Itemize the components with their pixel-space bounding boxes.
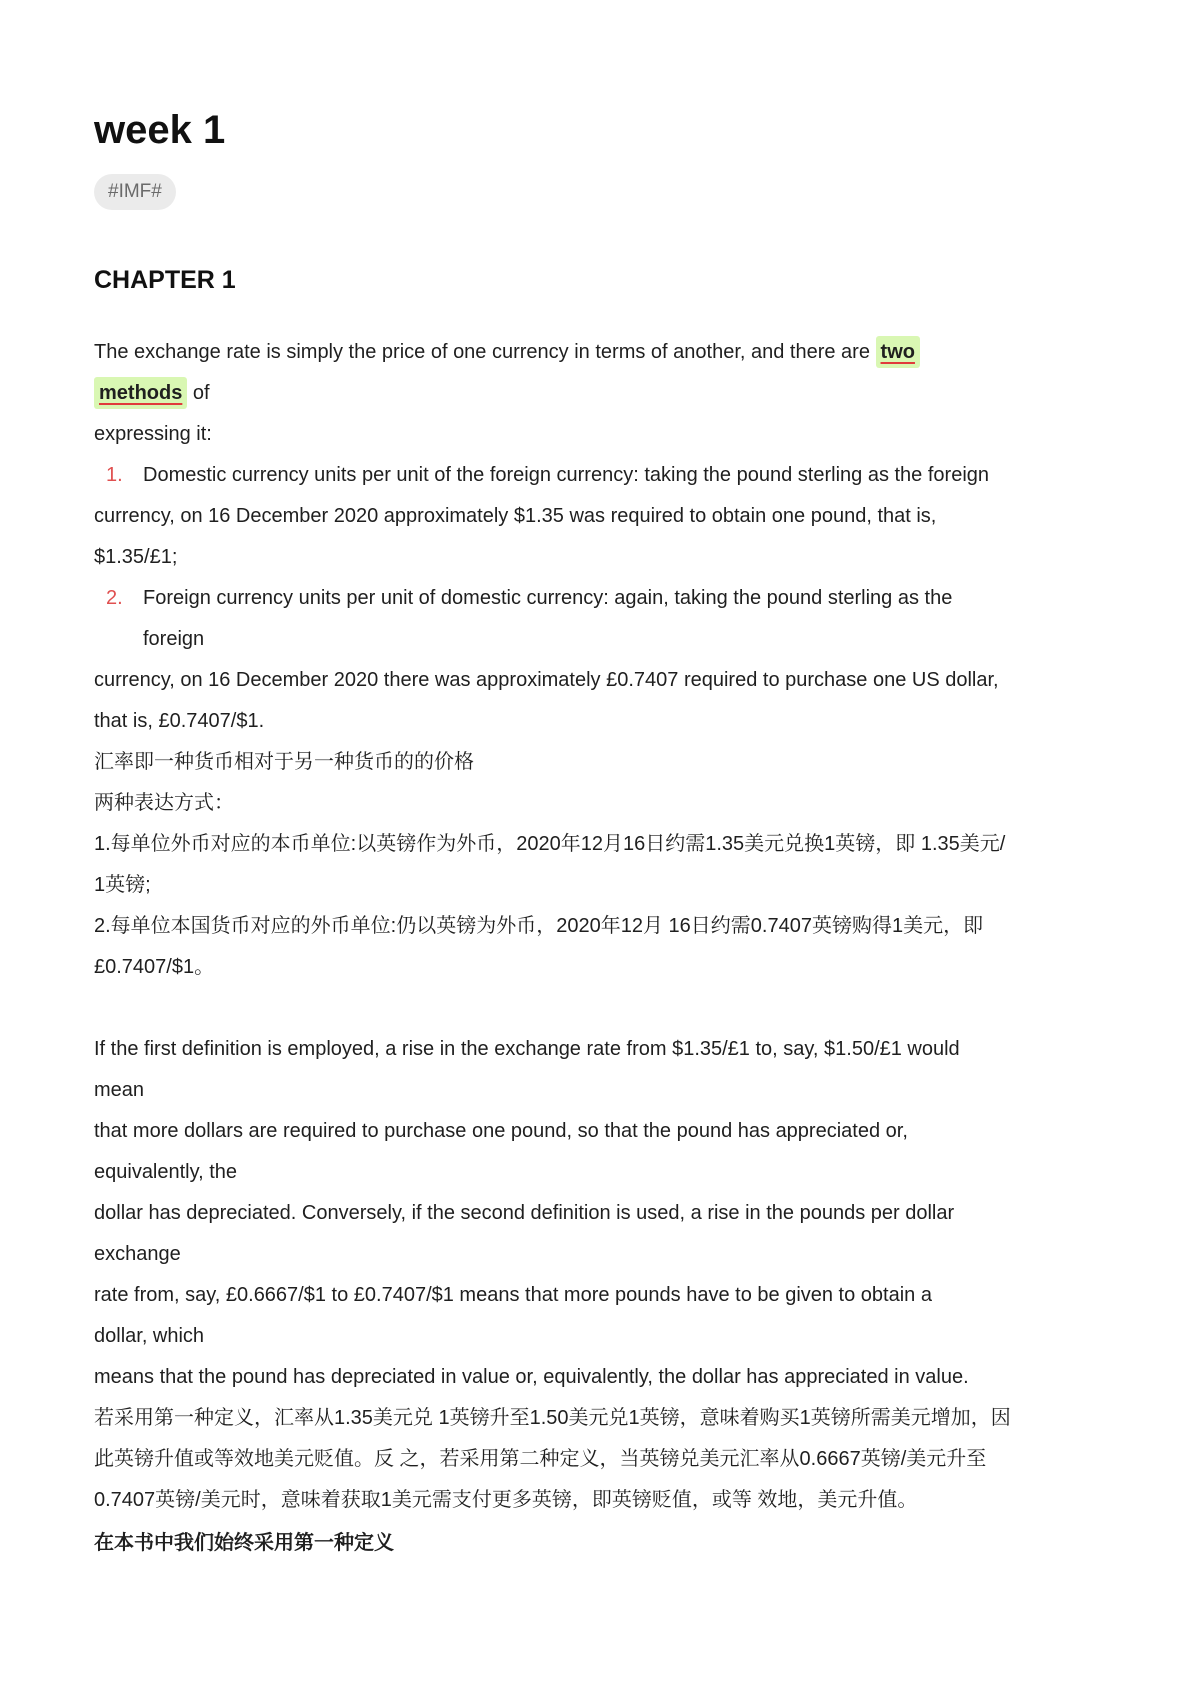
tag-chip[interactable]: #IMF# (94, 174, 176, 210)
paragraph-line: mean (94, 1079, 145, 1101)
list-item-continuation: $1.35/£1; (94, 546, 178, 568)
closing-bold-statement: 在本书中我们始终采用第一种定义 (94, 1532, 394, 1554)
document-title: week 1 (94, 108, 226, 152)
paragraph-line: If the first definition is employed, a rise in the exchange rate from $1.35/£1 to, say, $1.50/£1 would (94, 1038, 960, 1060)
highlighted-word-methods: methods (94, 377, 187, 409)
chapter-heading: CHAPTER 1 (94, 266, 236, 294)
chinese-line: 此英镑升值或等效地美元贬值。反 之，若采用第二种定义，当英镑兑美元汇率从0.6667英镑/美元升至 (94, 1448, 987, 1470)
blank-line (94, 988, 1106, 1029)
chinese-line: 1.每单位外币对应的本币单位:以英镑作为外币，2020年12月16日约需1.35美元兑换1英镑，即 1.35美元/ (94, 833, 1006, 855)
list-item-text: Domestic currency units per unit of the foreign currency: taking the pound sterling as the foreign (143, 464, 990, 486)
intro-text-after: of (192, 382, 210, 404)
list-item-continuation: currency, on 16 December 2020 approximately $1.35 was required to obtain one pound, that is, (94, 505, 937, 527)
list-number: 1. (106, 464, 123, 486)
chinese-line: 2.每单位本国货币对应的外币单位:仍以英镑为外币，2020年12月 16日约需0.7407英镑购得1美元，即 (94, 915, 984, 937)
list-item (94, 578, 1106, 619)
intro-text: The exchange rate is simply the price of one currency in terms of another, and there are (94, 341, 870, 363)
chinese-line: 1英镑; (94, 874, 151, 896)
list-item-text: foreign (143, 628, 205, 650)
list-item-continuation: currency, on 16 December 2020 there was approximately £0.7407 required to purchase one US dollar, (94, 669, 999, 691)
chinese-line: 0.7407英镑/美元时，意味着获取1美元需支付更多英镑，即英镑贬值，或等 效地，美元升值。 (94, 1489, 918, 1511)
paragraph-line: rate from, say, £0.6667/$1 to £0.7407/$1 means that more pounds have to be given to obtain a (94, 1284, 932, 1306)
chinese-line: 两种表达方式： (94, 792, 234, 814)
list-number: 2. (106, 587, 123, 609)
intro-line-1 (94, 332, 1106, 373)
paragraph-line: equivalently, the (94, 1161, 238, 1183)
highlighted-word-two: two (876, 336, 920, 368)
chinese-line: 汇率即一种货币相对于另一种货币的的价格 (94, 751, 474, 773)
paragraph-line: dollar has depreciated. Conversely, if the second definition is used, a rise in the pounds per dollar (94, 1202, 955, 1224)
paragraph-line: exchange (94, 1243, 181, 1265)
intro-line-2 (94, 373, 1106, 414)
list-item (94, 455, 1106, 496)
chinese-line: £0.7407/$1。 (94, 956, 215, 978)
intro-line-3: expressing it: (94, 423, 212, 445)
list-item-text: Foreign currency units per unit of domestic currency: again, taking the pound sterling as the (143, 587, 953, 609)
intro-paragraph (94, 332, 1106, 1564)
paragraph-line: means that the pound has depreciated in value or, equivalently, the dollar has appreciated in value. (94, 1366, 969, 1388)
paragraph-line: dollar, which (94, 1325, 205, 1347)
list-item-continuation: that is, £0.7407/$1. (94, 710, 265, 732)
chinese-line: 若采用第一种定义，汇率从1.35美元兑 1英镑升至1.50美元兑1英镑，意味着购买1英镑所需美元增加，因 (94, 1407, 1011, 1429)
list-item-wrap (94, 619, 1106, 660)
paragraph-line: that more dollars are required to purchase one pound, so that the pound has appreciated or, (94, 1120, 908, 1142)
